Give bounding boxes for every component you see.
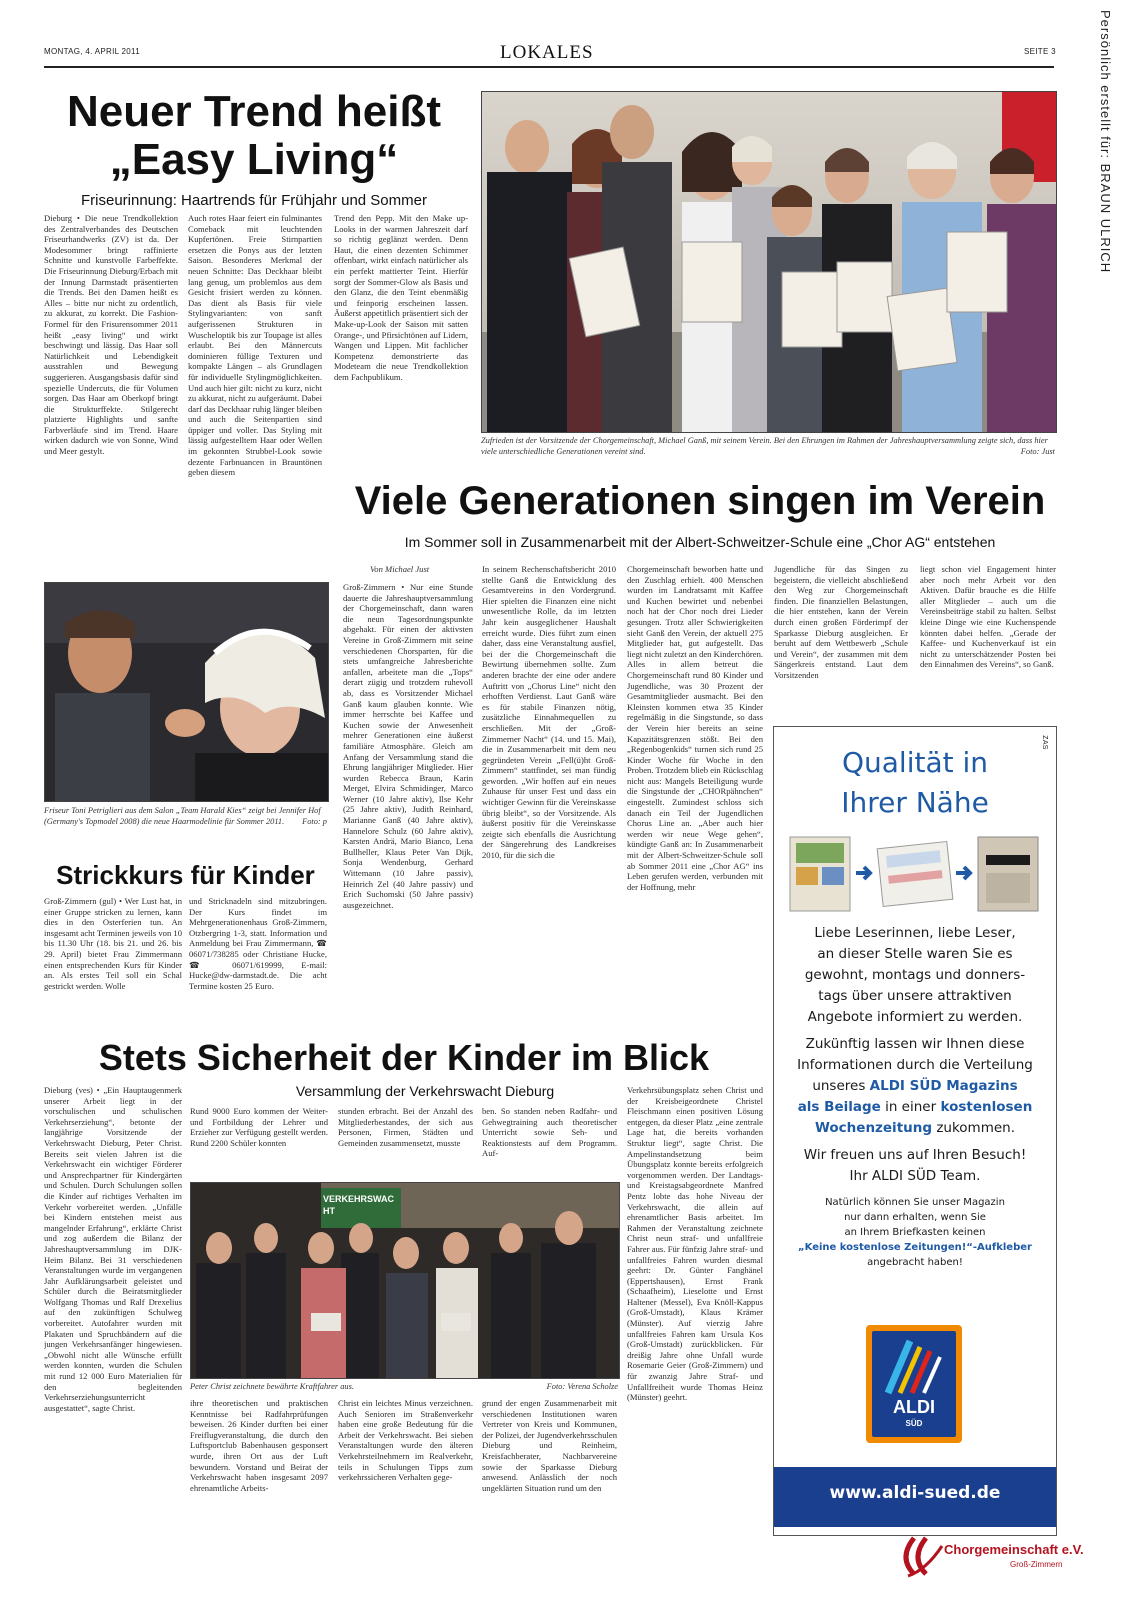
aldi-logo-text: ALDI <box>893 1397 935 1417</box>
article-choir-col-5: liegt schon viel Engagement hinter aber noch mehr Arbeit vor den Aktiven. Dafür brauche es die Hilfe aller Mitglieder – auch um die Vereinsbeiträge stabil zu halten. Selbst kleine Dinge wie eine Kuchenspende könnten dabei helfen. „Gerade der Kaffee- und Kuchenverkauf ist ein nicht zu unterschätzender Posten bei den Einnahmen des Vereins“, so Ganß. <box>920 564 1056 670</box>
header-rule <box>44 66 1054 68</box>
article-traffic-col-4b: grund der engen Zusammenarbeit mit verschiedenen Institutionen waren Vertreter von Kreis und Kommunen, der Polizei, der Jugendverkehrsschulen Dieburg und Reinheim, Kreisfachberater, Nachbarvereine sowie der Sparkasse Dieburg anwesend. Anlässlich der noch ungeklärten Situation rund um den <box>482 1398 617 1493</box>
article-traffic-subtitle: Versammlung der Verkehrswacht Dieburg <box>295 1083 555 1099</box>
choir-photo-illustration <box>482 92 1056 432</box>
article-knit-col-2: und Stricknadeln sind mitzubringen. Der Kurs findet im Mehrgenerationenhaus Groß-Zimmern, Otzbergring 1-3, statt. Information und Anmeldung bei Frau Zimmermann, ☎ 06071/738285 oder Christiane Hucke, ☎ 06071/619999, E-mail: Hucke@dw-darmstadt.de. Die acht Termine kosten 25 Euro. <box>189 896 327 991</box>
traffic-photo-banner: VERKEHRSWACHT <box>323 1194 395 1216</box>
section-title: LOKALES <box>500 42 594 63</box>
watermark-place: Groß-Zimmern <box>1010 1560 1063 1569</box>
article-trend-title-1: Neuer Trend heißt <box>66 87 442 136</box>
traffic-photo <box>190 1182 620 1379</box>
article-trend-col-3: Trend den Pepp. Mit den Make up-Looks in der warmen Jahreszeit darf so richtig geglänzt werden. Denn Haut, die einen dezenten Schimmer offenbart, wirkt einfach natürlicher als ein perfekt mattierter Teint. Hierfür sorgt der Sommer-Glow als Basis und den Glanz, die den Teint ebenmäßig und feinporig erscheinen lassen. Äußerst appetitlich präsentiert sich der Make-up-Look der Saison mit satten Orange-, und Pfirsichtönen auf Lidern, Wangen und Lippen. Mit fachlicher Kompetenz demonstrierte das Modeteam die neue Trendkollektion dem Fachpublikum. <box>334 213 468 382</box>
article-traffic-col-4: ben. So standen neben Radfahr- und Gehwegtraining auch theoretischer Unterricht sowie Seh- und Reaktionstests auf dem Programm. Auf- <box>482 1106 617 1159</box>
ad-greeting-line-4: tags über unsere attraktiven <box>818 988 1012 1004</box>
article-choir-subtitle: Im Sommer soll in Zusammenarbeit mit der Albert-Schweitzer-Schule eine „Chor AG“ entstehen <box>404 534 996 550</box>
ad-body <box>774 923 1056 1270</box>
article-trend-subtitle: Friseurinnung: Haartrends für Frühjahr und Sommer <box>81 192 427 209</box>
traffic-photo-illustration <box>191 1183 619 1378</box>
choir-photo-credit: Foto: Just <box>1020 446 1055 456</box>
ad-note-line-5: angebracht haben! <box>867 1257 963 1268</box>
ad-info-line-3: unseres ALDI SÜD Magazins <box>812 1078 1018 1094</box>
ad-greeting-line-2: an dieser Stelle waren Sie es <box>817 946 1013 962</box>
article-traffic-col-2: Rund 9000 Euro kommen der Weiter- und Fortbildung der Lehrer und Erzieher zur Verfügung gestellt werden. Rund 2200 Schüler konnten <box>190 1106 328 1148</box>
ad-greeting-line-3: gewohnt, montags und donners- <box>804 967 1026 983</box>
article-choir-col-2: In seinem Rechenschaftsbericht 2010 stellte Ganß die Entwicklung des Gesamtvereins in den Vordergrund. Hier spielten die Finanzen eine nicht unwesentliche Rolle, da im letzten Jahr kein ausgeglichener Haushalt erreicht wurde. Dies führt zum einen daher, dass eine Veranstaltung ausfiel, bei der die Chorgemeinschaft die Bewirtung übernehmen sollte. Zum anderen brachte der eine oder andere Auftritt von „Chorus Line“ nicht den erhofften Verdienst. Laut Ganß wäre es für stabile Finanzen nötig, zusätzliche Einnahmequellen zu erschließen. Mit der „Groß-Zimmerner Nacht“ (14. und 15. Mai), die in Zusammenarbeit mit dem neu gegründeten Verein „Fell(ü)ht Groß-Zimmern“ stattfindet, sei man fündig geworden. „Wir hoffen auf ein neues Zuhause für unser Fest und dass ein wichtiger Gewinn für die Vereinskasse übrig bleibt“, so der Vorsitzende. Als äußerst positiv für die Vereinskasse zeigte sich ebenfalls die Ausrichtung der Sängerehrung des Landkreises 2010, für die sich die <box>482 564 616 861</box>
chorgemeinschaft-watermark <box>900 1534 1084 1584</box>
hair-photo <box>44 582 329 802</box>
article-trend-title-2: „Easy Living“ <box>109 135 399 184</box>
article-choir-title: Viele Generationen singen im Verein <box>354 479 1046 523</box>
article-traffic-title: Stets Sicherheit der Kinder im Blick <box>98 1037 710 1078</box>
ad-closing-line-1: Wir freuen uns auf Ihren Besuch! <box>803 1147 1027 1163</box>
article-trend-col-2: Auch rotes Haar feiert ein fulminantes Comeback mit leuchtenden Kupfertönen. Freie Stirnpartien ersetzen die Ponys aus der letzten Saison. Besonderes Merkmal der neuen Schnitte: Das Deckhaar bleibt lang genug, um problemlos aus dem Gesicht frisiert werden zu können. Das dient als Basis für viele Stylingvarianten: von sanft aufgerissenen Strukturen in Wuscheloptik bis zur Toupage ist alles erlaubt. Bei den Männercuts dominieren füllige Texturen und kompakte Längen – als Grundlagen für individuelle Stylingmöglichkeiten. Und auch hier gilt: nicht zu kurz, nicht zu akkurat, nicht zu aufgeräumt. Dabei darf das Deckhaar ruhig länger bleiben und auch die Seitenpartien sind üppiger und voller. Das Styling mit lässig aufgestelltem Haar oder Wellen im gekonnten Strubbel-Look sowie dezente Farbnuancen in Brauntönen geben diesem <box>188 213 322 478</box>
ad-greeting-line-1: Liebe Leserinnen, liebe Leser, <box>814 925 1016 941</box>
ad-info-line-1: Zukünftig lassen wir Ihnen diese <box>805 1036 1025 1052</box>
traffic-photo-caption: Peter Christ zeichnete bewährte Kraftfahrer aus. Foto: Verena Scholze <box>190 1382 618 1391</box>
aldi-logo[interactable] <box>866 1325 962 1443</box>
aldi-advertisement[interactable] <box>773 726 1057 1536</box>
page-number: SEITE 3 <box>1024 47 1056 56</box>
choir-photo-caption: Zufrieden ist der Vorsitzende der Chorgemeinschaft, Michael Ganß, mit seinem Verein. Bei den Ehrungen im Rahmen der Jahreshauptversammlung zeigte sich, dass hier viele unterschiedliche Generationen vereint sind. Foto: Just <box>481 436 1055 456</box>
ad-title-2: Ihrer Nähe <box>841 786 989 819</box>
ad-title-1: Qualität in <box>841 746 989 779</box>
article-traffic-col-3b: Christ ein leichtes Minus verzeichnen. Auch Senioren im Straßenverkehr haben eine große Bedeutung für die Arbeit der Verkehrswacht. Bei sieben Veranstaltungen wurde den älteren Verkehrsteilnehmern im Realverkehr, teils in Schulungen Tipps zum verkehrssicheren Verhalten gege- <box>338 1398 473 1483</box>
hair-photo-credit: Foto: p <box>302 816 327 826</box>
issue-date: MONTAG, 4. APRIL 2011 <box>44 47 140 56</box>
article-traffic-col-3: stunden erbracht. Bei der Anzahl des Mitgliederbestandes, der sich aus Personen, Firmen, Städten und Gemeinden zusammensetzt, musste <box>338 1106 473 1148</box>
ad-note-line-1: Natürlich können Sie unser Magazin <box>825 1197 1005 1208</box>
ad-info-line-4: als Beilage in einer kostenlosen <box>797 1099 1033 1115</box>
article-choir-byline: Von Michael Just <box>370 564 430 574</box>
article-traffic-col-5: Verkehrsübungsplatz sehen Christ und der Kreisbeigeordnete Christel Fleischmann einen positiven Lösung entgegen, da dieser Platz „eine zentrale Lage hat, die bereits vorhanden Struktur liegt“, sagte Christ. Die Ampelinstandsetzung beim Übungsplatz konnte bereits erfolgreich vorgenommen werden. Der Landtags- und Kreistagsabgeordnete Manfred Pentz lobte das hohe Niveau der Verkehrswacht, die allein auf ehrenamtlicher Basis arbeitet. Im Rahmen der Veranstaltung zeichnete Christ neun straf- und unfallfreie Fahrer aus. Für fünfzig Jahre straf- und unfallfreies Fahren wurden diesmal geehrt: Dr. Günter Fanghänel (Eppertshausen), Ernst Frank (Schaafheim), Lieselotte und Ernst Haltener (Messel), Eva Knöll-Kappus (Groß-Umstadt), Klaus Krämer (Münster). Auf vierzig Jahre unfallfreies Fahren kam Ursula Kos (Groß-Umstadt) zurückblicken. Für dreißig Jahre ohne Unfall wurde Rosemarie Geier (Groß-Zimmern) und für zwanzig Jahre Straf- und Unfallfreiheit wurde Thomas Heinz (Münster) geehrt. <box>627 1085 763 1403</box>
aldi-logo-stripes-icon <box>880 1337 948 1395</box>
ad-info-line-2: Informationen durch die Verteilung <box>797 1057 1033 1073</box>
ad-info-line-5: Wochenzeitung zukommen. <box>814 1120 1016 1136</box>
article-knit-col-1: Groß-Zimmern (gul) • Wer Lust hat, in einer Gruppe stricken zu lernen, kann dies in den Osterferien tun. An insgesamt acht Terminen jeweils von 10 bis 11.30 Uhr (18. bis 21. und 26. bis 29. April) bietet Frau Zimmermann einen entsprechenden Kurs für Kinder an. Als erstes Teil soll ein Schal gestrickt werden. Wolle <box>44 896 182 991</box>
traffic-photo-credit: Foto: Verena Scholze <box>546 1382 618 1391</box>
article-choir-col-1: Groß-Zimmern • Nur eine Stunde dauerte die Jahreshauptversammlung der Chorgemeinschaft, dann waren die neun Tagesordnungspunkte abgehakt. Für einen der aktivsten Vereine in Groß-Zimmern mit seine verschiedenen Chorsparten, für die stets umfangreiche Jahresberichte anfallen, arbeitete man die „Tops“ derart zügig und trotzdem ruhevoll ab, dass es Vorsitzender Michael Ganß kaum glauben konnte. Wie immer herrschte bei Kaffee und Kuchen sowie der Anwesenheit mehrer Generationen eine äußerst familiäre Atmosphäre. Gleich am Anfang der Versammlung stand die Ehrung langjähriger Mitglieder. Hier wurden Rebecca Braun, Karin Merget, Elvira Schmidinger, Marco Werner (10 Jahre aktiv), Ilse Kehr (25 Jahre aktiv), Judith Reinhard, Marianne Ganß (40 Jahre aktiv), Hannelore Schulz (60 Jahre aktiv), Karsten Andrä, Mario Bianco, Lena Bullheller, Klaus Peter Van Dijk, Sonja Wendenburg, Gerhard Wittemann (10 Jahre passiv), Heinrich Zel (40 Jahre passiv) und Erich Suchomski (50 Jahre passiv) ausgezeichnet. <box>343 582 473 910</box>
article-trend-col-1: Dieburg • Die neue Trendkollektion des Zentralverbandes des Deutschen Friseurhandwerks (ZV) ist da. Der Modesommer bringt raffinierte Schnitte und kunstvolle Farbeffekte. Die Friseurinnung Dieburg/Erbach mit der Innung Darmstadt präsentierten die Trends. Bei den Damen heißt es Alles – bitte nur nicht zu ordentlich, zu akkurat, zu korrekt. Die Fashion-Formel für den Frisurensommer 2011 heißt „easy living“ und wirkt beschwingt und lässig. Das Haar soll Natürlichkeit und Lebendigkeit ausstrahlen und Bewegung suggerieren. Ausgangsbasis dafür sind spezielle Undercuts, die für Volumen sorgen. Das Haar am Oberkopf bringt die Strukturffekte. Stilgerecht platzierte Highlights und sanfte Farbverläufe sind im Trend. Haare wirken dadurch wie von Sonne, Wind und Meer gestylt. <box>44 213 178 457</box>
ad-magazine-illustration <box>788 833 1042 915</box>
article-knit-title: Strickkurs für Kinder <box>56 860 315 890</box>
article-trend <box>44 88 464 209</box>
article-choir-col-3: Chorgemeinschaft beworben hatte und den Zuschlag erhielt. 400 Menschen wurden im Landratsamt mit Kaffee und Kuchen bewirtet und nebenbei noch hat der Chor noch drei Lieder gesungen. Trotz aller Schwierigkeiten sieht Ganß den Verein, der aktuell 275 Mitglieder hat, gut aufgestellt. Das liegt nicht zuletzt an den Kinderchören. Alles in allem betreut die Chorgemeinschaft rund 80 Kinder und Jugendliche, was 30 Prozent der Gesamtmitglieder ausmacht. Bei den Kleinsten kommen etwa 35 Kinder regelmäßig in die Singstunde, so dass der Verein hier bereits an seine Kapazitätsgrenzen stößt. Bei den „Regenbogenkids“ turnen sich rund 25 Kinder Woche für Woche in den Proben. Trotzdem blieb ein Rückschlag nicht aus: Mangels Beteiligung wurde die Singstunde der „CHORpähnchen“ eingestellt. Zumindest schloss sich danach ein Teil der Jugendlichen Chorus Line an. „Aber auch hier werden wir neue Wege gehen“, kündigte Ganß an: In Zusammenarbeit mit der Albert-Schweitzer-Schule soll ab Sommer 2011 eine „Chor AG“ ins Leben gerufen werden, verbunden mit der Hoffnung, mehr <box>627 564 763 892</box>
aldi-logo-sub: SÜD <box>905 1419 923 1428</box>
watermark-logo-icon <box>900 1534 946 1580</box>
vertical-note: Persönlich erstellt für: BRAUN ULRICH <box>1098 10 1113 274</box>
hair-photo-illustration <box>45 583 328 801</box>
ad-url-bar[interactable] <box>774 1467 1056 1527</box>
watermark-name: Chorgemeinschaft e.V. <box>944 1542 1084 1557</box>
ad-note-line-4: „Keine kostenlose Zeitungen!“-Aufkleber <box>798 1242 1032 1253</box>
article-traffic-col-1: Dieburg (ves) • „Ein Hauptaugenmerk unserer Arbeit liegt in der vorschulischen und schulischen Verkehrserziehung“, betonte der langjährige Vorsitzende der Verkehrswacht Dieburg, Peter Christ. Bereits seit vielen Jahren ist die Verkehrswacht ein wichtiger Förderer und Ansprechpartner für Kindergärten und Schulen. Durch Schulungen sollen die Kinder auf richtiges Verhalten im Verkehr vorbereitet werden. „Unfälle bei Kindern entstehen meist aus mangelnder Erfahrung“, erklärte Christ und zog außerdem die Bilanz der Jahreshauptversammlung im DJK-Heim Bilanz. Bei 31 verschiedenen Veranstaltungen wurde im vergangenen Jahr Aufklärungsarbeit geleistet und Schüler durch die Beiratsmitglieder Wolfgang Thomas und Ralf Drexelius auf den zukünftigen Schulweg vorbereitet. Autofahrer wurden mit Plakaten und Spruchbändern auf die jungen Verkehrsanfänger hingewiesen. „Obwohl nicht alle Wünsche erfüllt werden konnten, wurden die Schulen mit rund 12 000 Euro Materialien für den begleitenden Verkehrserziehungsunterricht ausgestattet“, sagte Christ. <box>44 1085 182 1413</box>
article-traffic-col-2b: ihre theoretischen und praktischen Kenntnisse bei Radfahrprüfungen beweisen. 26 Kinder durften bei einer Freiflugveranstaltung, die durch den Luftsportclub Babenhausen gesponsert wurde, ihren Ort aus der Luft bewundern. Vorstand und Beirat der Verkehrswacht haben insgesamt 2097 ehrenamtliche Arbeits- <box>190 1398 328 1493</box>
ad-note-line-3: an Ihrem Briefkasten keinen <box>844 1227 986 1238</box>
choir-photo <box>481 91 1057 433</box>
ad-url[interactable]: www.aldi-sued.de <box>829 1483 1001 1503</box>
hair-photo-caption: Friseur Toni Petriglieri aus dem Salon „Team Harald Kies“ zeigt bei Jennifer Hof (Germany's Topmodel 2008) die neue Haarmodelinie für Sommer 2011. Foto: p <box>44 806 327 826</box>
article-choir-col-4: Jugendliche für das Singen zu begeistern, die vielleicht abschließend den Weg zur Chorgemeinschaft finden. Die finanziellen Belastungen, die hier entstehen, kann der Verein durch einen großen Förderimpf der Sparkasse Dieburg ausgleichen. Er beruht auf dem Wettbewerb „Schule und Verein“, der zusammen mit dem Sängerkreis entstand. Laut dem Vorsitzenden <box>774 564 908 680</box>
ad-greeting-line-5: Angebote informiert zu werden. <box>807 1009 1023 1025</box>
ad-tag: ZAS <box>1041 735 1049 750</box>
ad-note-line-2: nur dann erhalten, wenn Sie <box>844 1212 986 1223</box>
ad-closing-line-2: Ihr ALDI SÜD Team. <box>849 1168 981 1184</box>
